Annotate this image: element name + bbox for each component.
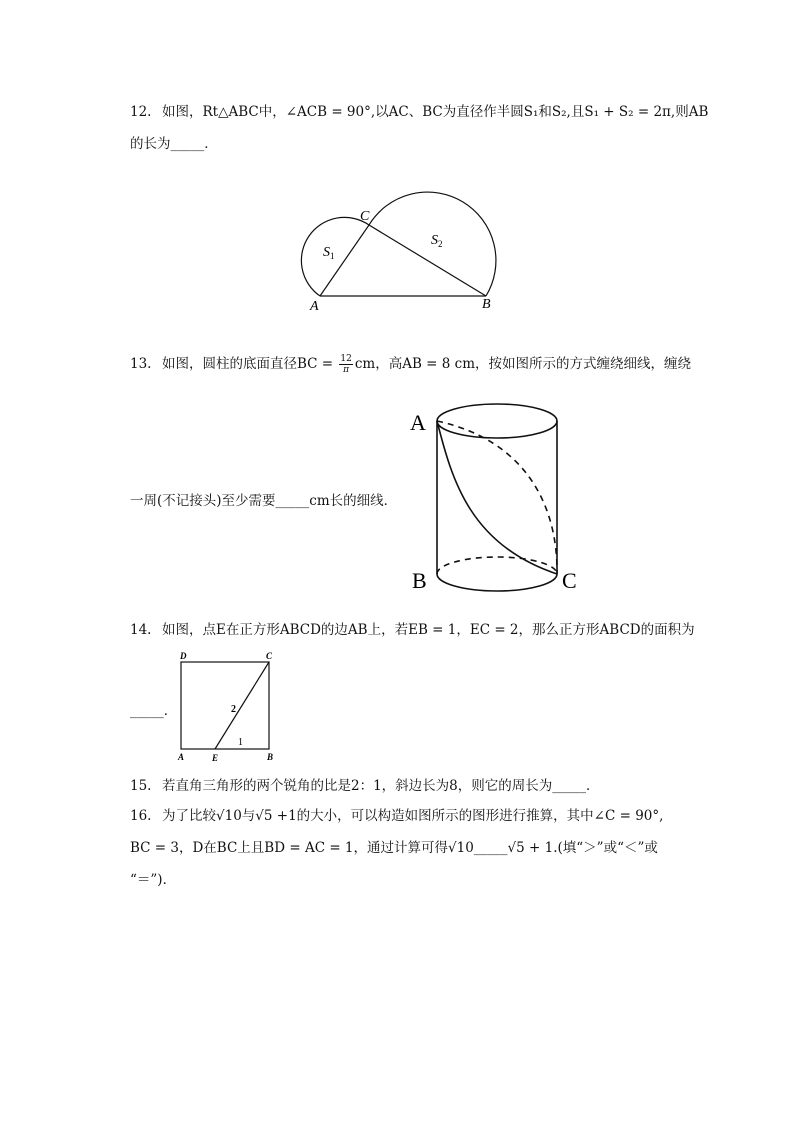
q16-text-line1: 为了比较√10与√5 +1的大小，可以构造如图所示的图形进行推算，其中∠C = 90°, [162, 808, 664, 824]
label-length-EC: 2 [231, 704, 236, 715]
label-length-EB: 1 [238, 737, 243, 748]
square-ABCD [181, 662, 269, 749]
label-B: B [482, 297, 491, 312]
q13-frac-num: 12 [340, 354, 352, 364]
label-C: C [266, 651, 273, 661]
q13-frac-den: π [343, 365, 350, 375]
label-C: C [360, 209, 370, 224]
q13-number: 13. [130, 356, 152, 372]
q12-line2: 的长为_____． [130, 136, 218, 152]
q15-line1 [130, 776, 600, 796]
q13-line2: 一周(不记接头)至少需要_____cm长的细线． [130, 493, 398, 509]
q14-number: 14. [130, 622, 152, 638]
label-A: A [310, 299, 319, 314]
label-B: B [267, 752, 274, 762]
q14-line2: _____． [130, 703, 178, 719]
label-A: A [178, 752, 185, 762]
label-E: E [212, 753, 219, 763]
label-A: A [410, 410, 426, 435]
q12-number: 12. [130, 104, 152, 120]
q13-text-post: cm，高AB = 8 cm，按如图所示的方式缠绕细线，缠绕 [354, 356, 692, 372]
label-C: C [562, 568, 577, 593]
q15-number: 15. [130, 778, 152, 794]
segment-EC [215, 662, 269, 749]
q16-line1 [130, 806, 663, 826]
q16-number: 16. [130, 808, 152, 824]
q15-text-line1: 若直角三角形的两个锐角的比是2：1，斜边长为8，则它的周长为_____． [162, 778, 600, 794]
label-S1: $S_1$ [323, 245, 335, 261]
label-B: B [412, 568, 427, 593]
q12-text-line1: 如图，Rt△ABC中，∠ACB = 90°,以AC、BC为直径作半圆S₁和S₂,且S₁ + S₂ = 2π,则AB [162, 104, 709, 120]
q13-text-pre: 如图，圆柱的底面直径BC = [162, 356, 334, 372]
label-S2: $S_2$ [431, 233, 443, 249]
q16-line2: BC = 3，D在BC上且BD = AC = 1，通过计算可得√10_____√5 + 1.(填“＞”或“＜”或 [130, 840, 658, 856]
q14-text-line1: 如图，点E在正方形ABCD的边AB上，若EB = 1，EC = 2，那么正方形ABCD的面积为 [162, 622, 695, 638]
label-D: D [180, 651, 187, 661]
q16-line3: “＝”)． [130, 872, 177, 888]
